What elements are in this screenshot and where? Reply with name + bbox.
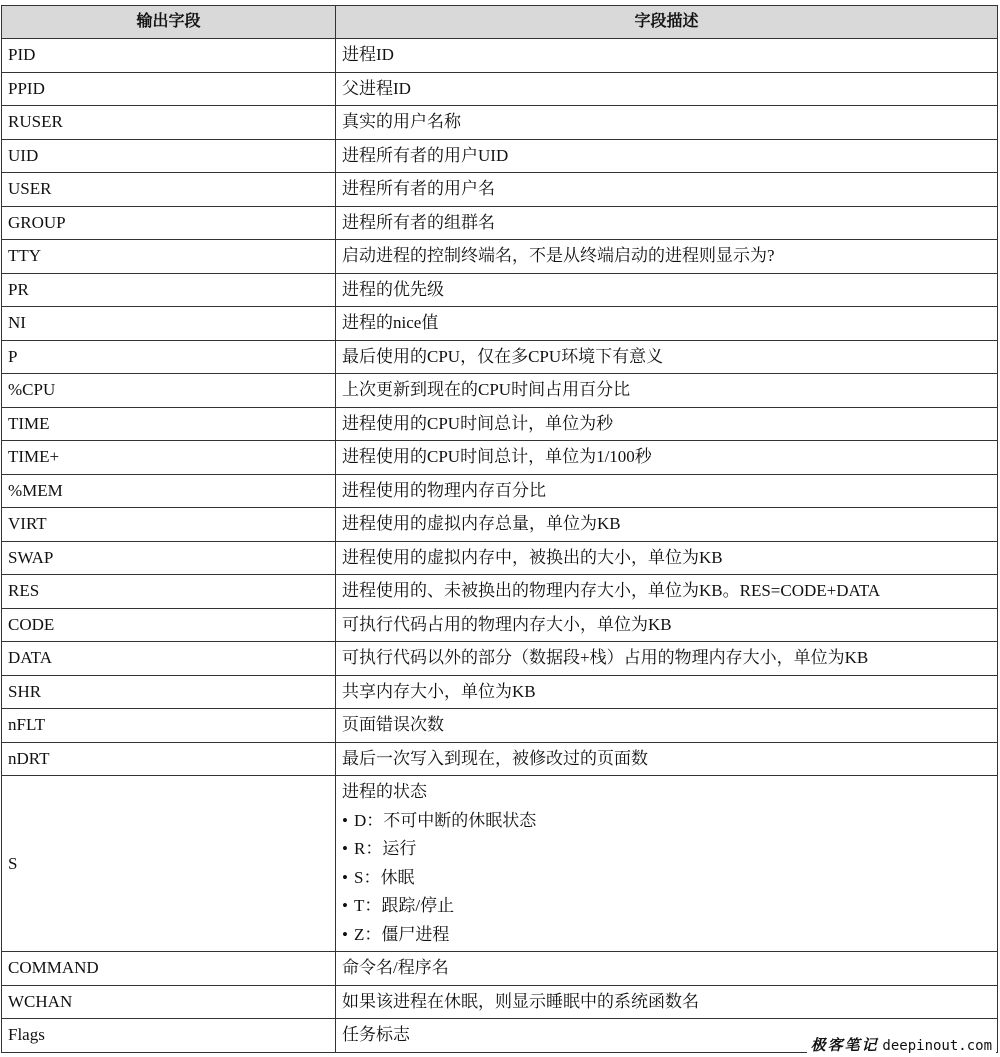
description-cell: 最后使用的CPU，仅在多CPU环境下有意义 — [336, 340, 998, 374]
description-cell: 父进程ID — [336, 72, 998, 106]
state-item: • R：运行 — [342, 835, 997, 864]
table-row — [2, 441, 998, 475]
field-cell: NI — [2, 307, 336, 341]
description-cell — [336, 776, 998, 952]
state-item: • Z：僵尸进程 — [342, 921, 997, 950]
table-row — [2, 407, 998, 441]
field-cell: TIME+ — [2, 441, 336, 475]
table-row — [2, 709, 998, 743]
table-row — [2, 675, 998, 709]
field-cell: P — [2, 340, 336, 374]
table-row — [2, 206, 998, 240]
table-row — [2, 240, 998, 274]
table-row-state — [2, 776, 998, 952]
field-cell: WCHAN — [2, 985, 336, 1019]
field-cell: DATA — [2, 642, 336, 676]
table-row — [2, 474, 998, 508]
table-row — [2, 39, 998, 73]
description-cell: 进程使用的CPU时间总计，单位为秒 — [336, 407, 998, 441]
table-row — [2, 608, 998, 642]
table-row — [2, 173, 998, 207]
description-cell: 上次更新到现在的CPU时间占用百分比 — [336, 374, 998, 408]
table-row — [2, 642, 998, 676]
state-item: • D：不可中断的休眠状态 — [342, 807, 997, 836]
bullet-icon: • — [342, 924, 348, 944]
state-item: • T：跟踪/停止 — [342, 892, 997, 921]
description-cell: 如果该进程在休眠，则显示睡眠中的系统函数名 — [336, 985, 998, 1019]
header-field: 输出字段 — [2, 6, 336, 39]
field-cell: PR — [2, 273, 336, 307]
table-row — [2, 106, 998, 140]
watermark-domain: deepinout.com — [882, 1038, 992, 1054]
description-cell: 命令名/程序名 — [336, 952, 998, 986]
table-row — [2, 541, 998, 575]
field-cell: %CPU — [2, 374, 336, 408]
table-row — [2, 374, 998, 408]
field-cell: GROUP — [2, 206, 336, 240]
field-cell: SHR — [2, 675, 336, 709]
table-row — [2, 273, 998, 307]
description-cell: 进程的优先级 — [336, 273, 998, 307]
table-row — [2, 139, 998, 173]
table-row — [2, 985, 998, 1019]
description-cell: 进程所有者的用户UID — [336, 139, 998, 173]
description-cell: 任务标志 — [336, 1019, 998, 1053]
field-cell: UID — [2, 139, 336, 173]
description-cell: 进程使用的虚拟内存总量，单位为KB — [336, 508, 998, 542]
header-row — [2, 6, 998, 39]
state-item: • S：休眠 — [342, 864, 997, 893]
field-cell: RUSER — [2, 106, 336, 140]
field-cell: SWAP — [2, 541, 336, 575]
description-cell: 共享内存大小，单位为KB — [336, 675, 998, 709]
field-cell: S — [2, 776, 336, 952]
field-cell: PPID — [2, 72, 336, 106]
description-cell: 进程使用的CPU时间总计，单位为1/100秒 — [336, 441, 998, 475]
table-row — [2, 307, 998, 341]
bullet-icon: • — [342, 810, 348, 830]
description-cell: 页面错误次数 — [336, 709, 998, 743]
watermark-brand: 极客笔记 — [810, 1036, 879, 1054]
field-cell: RES — [2, 575, 336, 609]
description-cell: 进程所有者的组群名 — [336, 206, 998, 240]
state-list — [342, 807, 997, 950]
description-cell: 进程ID — [336, 39, 998, 73]
description-cell: 进程所有者的用户名 — [336, 173, 998, 207]
top-fields-table — [1, 5, 998, 1053]
field-cell: USER — [2, 173, 336, 207]
description-cell: 最后一次写入到现在，被修改过的页面数 — [336, 742, 998, 776]
field-cell: %MEM — [2, 474, 336, 508]
table-row — [2, 508, 998, 542]
table-row — [2, 575, 998, 609]
field-cell: nDRT — [2, 742, 336, 776]
description-cell: 进程的nice值 — [336, 307, 998, 341]
header-description: 字段描述 — [336, 6, 998, 39]
bullet-icon: • — [342, 867, 348, 887]
description-cell: 可执行代码以外的部分（数据段+栈）占用的物理内存大小，单位为KB — [336, 642, 998, 676]
watermark — [807, 1032, 996, 1057]
field-cell: TIME — [2, 407, 336, 441]
field-cell: VIRT — [2, 508, 336, 542]
description-cell: 进程使用的、未被换出的物理内存大小，单位为KB。RES=CODE+DATA — [336, 575, 998, 609]
state-description: 进程的状态 — [342, 782, 427, 801]
bullet-icon: • — [342, 839, 348, 858]
description-cell: 可执行代码占用的物理内存大小，单位为KB — [336, 608, 998, 642]
description-cell: 启动进程的控制终端名，不是从终端启动的进程则显示为? — [336, 240, 998, 274]
field-cell: PID — [2, 39, 336, 73]
field-cell: TTY — [2, 240, 336, 274]
description-cell: 进程使用的虚拟内存中，被换出的大小，单位为KB — [336, 541, 998, 575]
bullet-icon: • — [342, 896, 348, 915]
table-row — [2, 72, 998, 106]
field-cell: CODE — [2, 608, 336, 642]
description-cell: 进程使用的物理内存百分比 — [336, 474, 998, 508]
table-row — [2, 340, 998, 374]
field-cell: COMMAND — [2, 952, 336, 986]
field-cell: nFLT — [2, 709, 336, 743]
table-row — [2, 952, 998, 986]
table-row — [2, 742, 998, 776]
description-cell: 真实的用户名称 — [336, 106, 998, 140]
field-cell: Flags — [2, 1019, 336, 1053]
